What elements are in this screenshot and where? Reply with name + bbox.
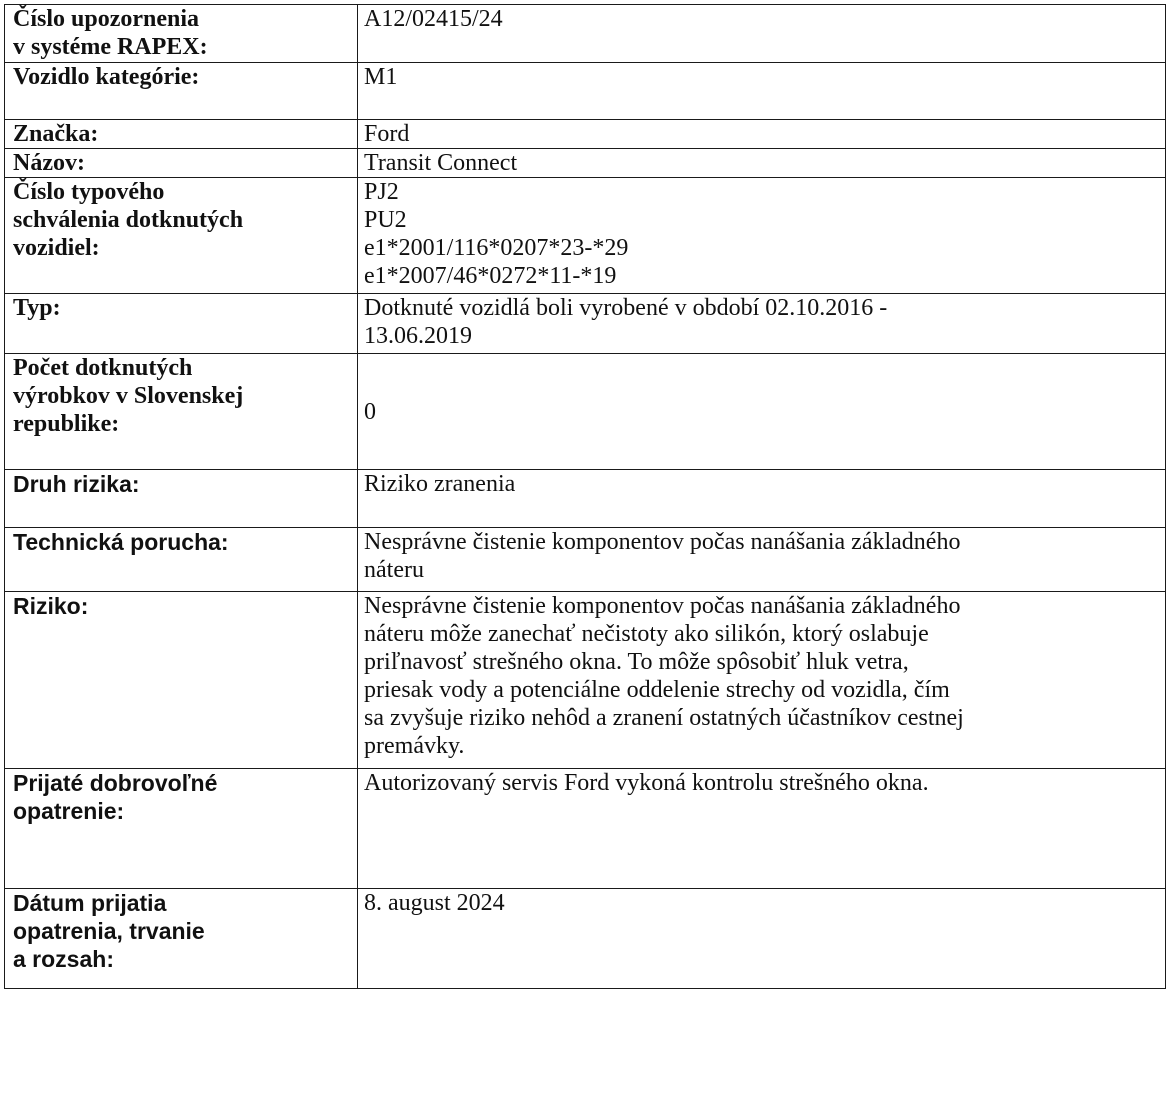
- label-voluntary-measure: [5, 769, 358, 889]
- value-line: e1*2001/116*0207*23-*29: [364, 235, 629, 261]
- label-line: Názov:: [13, 150, 85, 176]
- value-line: náteru môže zanechať nečistoty ako silikón, ktorý oslabuje: [364, 621, 929, 647]
- label-date: [5, 889, 358, 989]
- value-line: premávky.: [364, 733, 465, 759]
- value-affected-count: [358, 354, 1166, 470]
- label-line: Číslo typového: [13, 179, 165, 205]
- row-type-approval: [5, 178, 1166, 294]
- label-line: v systéme RAPEX:: [13, 34, 208, 60]
- row-type: [5, 294, 1166, 354]
- label-line: republike:: [13, 411, 120, 437]
- value-voluntary-measure: [358, 769, 1166, 889]
- label-line: Riziko:: [13, 593, 89, 619]
- label-line: Prijaté dobrovoľné: [13, 770, 218, 796]
- label-type-approval: [5, 178, 358, 294]
- row-brand: [5, 120, 1166, 149]
- label-risk: [5, 592, 358, 769]
- label-rapex-number: [5, 5, 358, 63]
- row-name: [5, 149, 1166, 178]
- value-name: [358, 149, 1166, 178]
- value-line: náteru: [364, 557, 424, 583]
- value-line: M1: [364, 64, 398, 90]
- value-line: sa zvyšuje riziko nehôd a zranení ostatných účastníkov cestnej: [364, 705, 964, 731]
- label-line: vozidiel:: [13, 235, 100, 261]
- value-line: Dotknuté vozidlá boli vyrobené v období 02.10.2016 -: [364, 295, 888, 321]
- value-line: Riziko zranenia: [364, 471, 516, 497]
- value-rapex-number: [358, 5, 1166, 63]
- value-line: Ford: [364, 121, 410, 147]
- value-line: Transit Connect: [364, 150, 518, 176]
- value-line: 8. august 2024: [364, 890, 505, 916]
- label-line: Technická porucha:: [13, 529, 229, 555]
- label-line: výrobkov v Slovenskej: [13, 383, 244, 409]
- value-risk: [358, 592, 1166, 769]
- label-line: Vozidlo kategórie:: [13, 64, 200, 90]
- label-type: [5, 294, 358, 354]
- row-vehicle-category: [5, 63, 1166, 120]
- value-line: e1*2007/46*0272*11-*19: [364, 263, 617, 289]
- row-voluntary-measure: [5, 769, 1166, 889]
- label-line: Počet dotknutých: [13, 355, 193, 381]
- row-technical-fault: [5, 528, 1166, 592]
- label-line: opatrenie:: [13, 798, 125, 824]
- value-type: [358, 294, 1166, 354]
- value-line: 13.06.2019: [364, 323, 472, 349]
- value-line: PU2: [364, 207, 407, 233]
- label-vehicle-category: [5, 63, 358, 120]
- value-brand: [358, 120, 1166, 149]
- value-line: 0: [364, 398, 376, 425]
- rapex-notice-table: [4, 4, 1166, 989]
- label-line: a rozsah:: [13, 946, 114, 972]
- value-line: Autorizovaný servis Ford vykoná kontrolu strešného okna.: [364, 770, 929, 796]
- value-type-approval: [358, 178, 1166, 294]
- value-line: Nesprávne čistenie komponentov počas nanášania základného: [364, 593, 961, 619]
- value-vehicle-category: [358, 63, 1166, 120]
- label-line: Číslo upozornenia: [13, 6, 200, 32]
- label-affected-count: [5, 354, 358, 470]
- value-line: A12/02415/24: [364, 6, 503, 32]
- label-line: Typ:: [13, 295, 61, 321]
- row-affected-count: [5, 354, 1166, 470]
- value-date: [358, 889, 1166, 989]
- row-risk: [5, 592, 1166, 769]
- label-line: Značka:: [13, 121, 99, 147]
- label-brand: [5, 120, 358, 149]
- value-technical-fault: [358, 528, 1166, 592]
- label-risk-type: [5, 470, 358, 528]
- label-line: schválenia dotknutých: [13, 207, 244, 233]
- value-line: priesak vody a potenciálne oddelenie strechy od vozidla, čím: [364, 677, 950, 703]
- label-line: Dátum prijatia: [13, 890, 167, 916]
- label-line: opatrenia, trvanie: [13, 918, 205, 944]
- label-name: [5, 149, 358, 178]
- value-line: priľnavosť strešného okna. To môže spôsobiť hluk vetra,: [364, 649, 909, 675]
- row-risk-type: [5, 470, 1166, 528]
- value-line: Nesprávne čistenie komponentov počas nanášania základného: [364, 529, 961, 555]
- row-date: [5, 889, 1166, 989]
- value-risk-type: [358, 470, 1166, 528]
- value-line: PJ2: [364, 179, 399, 205]
- row-rapex-number: [5, 5, 1166, 63]
- label-technical-fault: [5, 528, 358, 592]
- label-line: Druh rizika:: [13, 471, 140, 497]
